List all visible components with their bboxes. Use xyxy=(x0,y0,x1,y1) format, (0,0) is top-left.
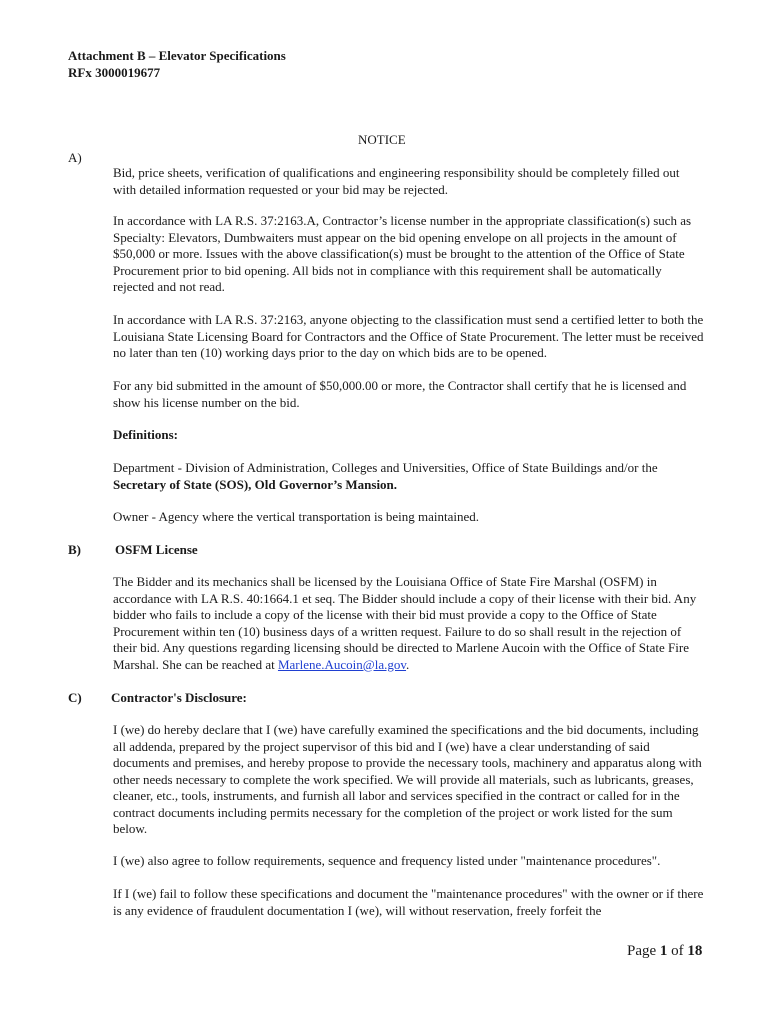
section-a-paragraph-3: In accordance with LA R.S. 37:2163, anyone objecting to the classification must send a certified letter to both the Louisiana State Licensing Board for Contractors and the Office of State Procurement. The letter must be received no later than ten (10) working days prior to the day on which bids are to be opened. xyxy=(113,312,704,360)
section-b-label: B) xyxy=(68,542,81,557)
section-c-title: Contractor's Disclosure: xyxy=(111,690,247,705)
definition-department-bold: Secretary of State (SOS), Old Governor’s Mansion. xyxy=(113,476,398,492)
section-c-paragraph-1: I (we) do hereby declare that I (we) have carefully examined the specifications and the bid documents, including all addenda, prepared by the project supervisor of this bid and I (we) have a clear understanding of said documents and premises, and hereby propose to provide the necessary tools, machinery and apparatus along with other needs necessary to complete the work specified. We will provide all materials, such as lubricants, greases, cleaner, etc., tools, instruments, and furnish all labor and services specified in the contract or called for in the contract documents including permits necessary for the completion of the project or work listed for the sum below. xyxy=(113,722,702,836)
section-c-label: C) xyxy=(68,690,82,705)
total-pages: 18 xyxy=(687,943,703,959)
section-b-paragraph-end: . xyxy=(406,656,410,672)
page-number: 1 xyxy=(659,943,668,959)
definitions-heading xyxy=(113,427,705,444)
section-c-paragraph-3: If I (we) fail to follow these specifications and document the "maintenance procedures" with the owner or if there is any evidence of fraudulent documentation I (we), will without reservation, freely forfeit the xyxy=(113,886,704,918)
section-b-paragraph-text: The Bidder and its mechanics shall be licensed by the Louisiana Office of State Fire Marshal (OSFM) in accordance with LA R.S. 40:1664.1 et seq. The Bidder should include a copy of their license with their bid. Any bidder who fails to include a copy of the license with their bid must provide a copy to the Office of State Procurement within ten (10) business days of a written request. Failure to do so shall result in the rejection of their bid. Any questions regarding licensing should be directed to Marlene Aucoin with the Office of State Fire Marshal. She can be reached at xyxy=(113,574,697,672)
definition-department-text: Department - Division of Administration, Colleges and Universities, Office of State Buildings and/or the xyxy=(113,460,658,475)
section-a-paragraph-1: Bid, price sheets, verification of qualifications and engineering responsibility should be completely filled out with detailed information requested or your bid may be rejected. xyxy=(113,165,680,197)
section-b-paragraph xyxy=(113,574,705,673)
section-a-paragraph-2: In accordance with LA R.S. 37:2163.A, Contractor’s license number in the appropriate classification(s) such as Specialty: Elevators, Dumbwaiters must appear on the bid opening envelope on all projects in the amount of $50,000 or more. Issues with the above classification(s) must be brought to the attention of the Office of State Procurement prior to bid opening. All bids not in compliance with this requirement shall be automatically rejected and not read. xyxy=(113,213,692,294)
section-c-paragraph-2: I (we) also agree to follow requirements, sequence and frequency listed under "maintenance procedures". xyxy=(113,853,661,868)
section-b-title: OSFM License xyxy=(115,542,198,557)
definition-owner: Owner - Agency where the vertical transportation is being maintained. xyxy=(113,509,480,524)
rfx-number: RFx 3000019677 xyxy=(68,65,161,80)
definition-department xyxy=(113,460,705,493)
osfm-email-link[interactable]: Marlene.Aucoin@la.gov xyxy=(277,656,407,672)
section-a-label: A) xyxy=(68,150,82,165)
of-word: of xyxy=(671,943,684,959)
attachment-title: Attachment B – Elevator Specifications xyxy=(68,48,286,63)
section-a-paragraph-4: For any bid submitted in the amount of $50,000.00 or more, the Contractor shall certify that he is licensed and show his license number on the bid. xyxy=(113,378,687,410)
page-footer xyxy=(627,943,702,960)
definitions-heading-text: Definitions: xyxy=(113,427,178,442)
page-word: Page xyxy=(627,943,657,959)
notice-heading: NOTICE xyxy=(358,132,406,147)
